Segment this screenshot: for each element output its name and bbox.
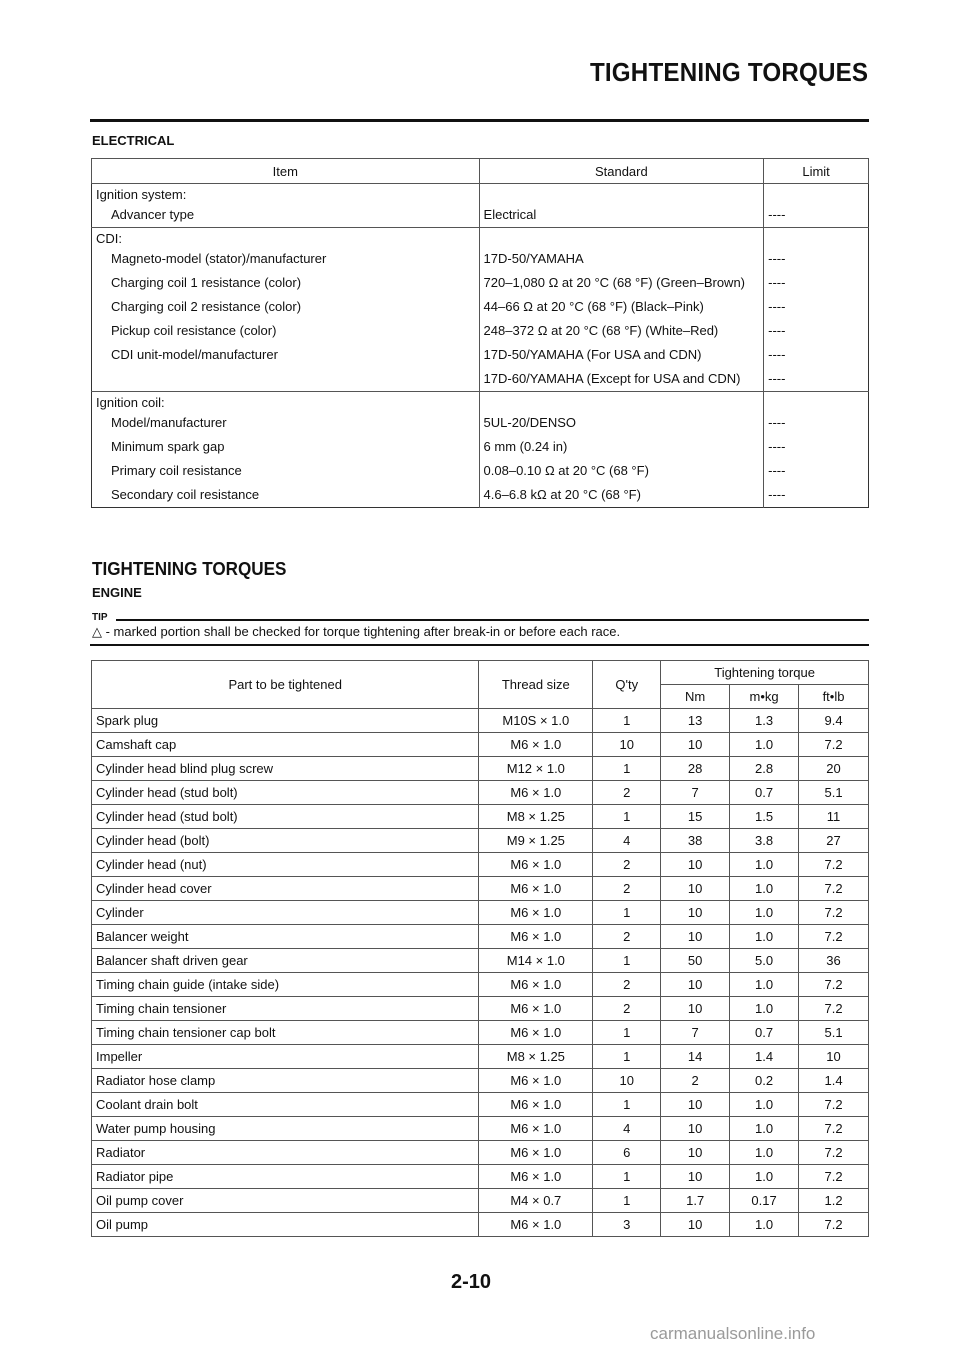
thread-size-cell: M6 × 1.0 [479, 1021, 593, 1045]
mkg-cell: 0.17 [730, 1189, 799, 1213]
ftlb-cell: 7.2 [799, 1093, 869, 1117]
part-cell: Coolant drain bolt [92, 1093, 479, 1117]
table-row [92, 949, 869, 973]
mkg-cell: 5.0 [730, 949, 799, 973]
mkg-cell: 0.7 [730, 781, 799, 805]
mkg-cell: 1.0 [730, 997, 799, 1021]
nm-cell: 10 [661, 925, 730, 949]
ftlb-cell: 7.2 [799, 877, 869, 901]
part-cell: Oil pump [92, 1213, 479, 1237]
qty-cell: 1 [593, 757, 661, 781]
ftlb-cell: 7.2 [799, 1165, 869, 1189]
qty-cell: 2 [593, 781, 661, 805]
column-header-nm: Nm [661, 685, 730, 709]
nm-cell: 38 [661, 829, 730, 853]
thread-size-cell: M8 × 1.25 [479, 1045, 593, 1069]
mkg-cell: 1.5 [730, 805, 799, 829]
part-cell: Balancer shaft driven gear [92, 949, 479, 973]
table-row [92, 805, 869, 829]
mkg-cell: 3.8 [730, 829, 799, 853]
tip-note [92, 624, 620, 640]
column-header-qty: Q'ty [593, 661, 661, 709]
column-header-limit: Limit [764, 159, 869, 184]
ftlb-cell: 7.2 [799, 1213, 869, 1237]
item-cell: Secondary coil resistance [92, 483, 480, 508]
part-cell: Timing chain guide (intake side) [92, 973, 479, 997]
table-row [92, 997, 869, 1021]
limit-cell: ---- [768, 207, 786, 222]
part-cell: Cylinder head (stud bolt) [92, 805, 479, 829]
ftlb-cell: 7.2 [799, 925, 869, 949]
column-header-thread-size: Thread size [479, 661, 593, 709]
ftlb-cell: 20 [799, 757, 869, 781]
ftlb-cell: 7.2 [799, 853, 869, 877]
mkg-cell: 1.0 [730, 1093, 799, 1117]
column-header-tightening-torque: Tightening torque [661, 661, 869, 685]
standard-cell: Electrical [479, 203, 764, 228]
thread-size-cell: M8 × 1.25 [479, 805, 593, 829]
thread-size-cell: M6 × 1.0 [479, 733, 593, 757]
ftlb-cell: 11 [799, 805, 869, 829]
limit-cell: ---- [768, 487, 786, 502]
item-cell: Model/manufacturer [92, 411, 480, 435]
table-row [92, 1021, 869, 1045]
nm-cell: 10 [661, 1117, 730, 1141]
nm-cell: 10 [661, 1093, 730, 1117]
part-cell: Radiator [92, 1141, 479, 1165]
thread-size-cell: M10S × 1.0 [479, 709, 593, 733]
watermark: carmanualsonline.info [650, 1324, 816, 1343]
nm-cell: 7 [661, 1021, 730, 1045]
thread-size-cell: M6 × 1.0 [479, 1213, 593, 1237]
item-cell: CDI unit-model/manufacturer [92, 343, 480, 367]
page-number: 2-10 [451, 1271, 492, 1293]
limit-cell: ---- [768, 251, 786, 266]
ftlb-cell: 5.1 [799, 781, 869, 805]
mkg-cell: 1.0 [730, 1165, 799, 1189]
table-row [92, 271, 869, 295]
ftlb-cell: 1.4 [799, 1069, 869, 1093]
triangle-icon: △ [92, 624, 102, 639]
item-cell: Charging coil 1 resistance (color) [92, 271, 480, 295]
qty-cell: 1 [593, 901, 661, 925]
part-cell: Camshaft cap [92, 733, 479, 757]
nm-cell: 7 [661, 781, 730, 805]
table-row [92, 709, 869, 733]
thread-size-cell: M6 × 1.0 [479, 853, 593, 877]
limit-cell: ---- [768, 347, 786, 362]
table-row [92, 459, 869, 483]
nm-cell: 10 [661, 997, 730, 1021]
thread-size-cell: M6 × 1.0 [479, 1093, 593, 1117]
thread-size-cell: M6 × 1.0 [479, 877, 593, 901]
section-heading-engine: ENGINE [92, 585, 142, 600]
thread-size-cell: M6 × 1.0 [479, 1141, 593, 1165]
ftlb-cell: 7.2 [799, 1117, 869, 1141]
item-cell: Primary coil resistance [92, 459, 480, 483]
mkg-cell: 1.3 [730, 709, 799, 733]
thread-size-cell: M6 × 1.0 [479, 1117, 593, 1141]
limit-cell: ---- [768, 275, 786, 290]
limit-cell: ---- [768, 439, 786, 454]
table-row [92, 925, 869, 949]
ftlb-cell: 10 [799, 1045, 869, 1069]
part-cell: Spark plug [92, 709, 479, 733]
mkg-cell: 1.0 [730, 853, 799, 877]
tip-text: - marked portion shall be checked for torque tightening after break-in or before each race. [102, 624, 621, 639]
ftlb-cell: 9.4 [799, 709, 869, 733]
ftlb-cell: 7.2 [799, 997, 869, 1021]
mkg-cell: 1.0 [730, 877, 799, 901]
thread-size-cell: M6 × 1.0 [479, 925, 593, 949]
standard-cell: 720–1,080 Ω at 20 °C (68 °F) (Green–Brown) [479, 271, 764, 295]
part-cell: Cylinder [92, 901, 479, 925]
part-cell: Water pump housing [92, 1117, 479, 1141]
part-cell: Oil pump cover [92, 1189, 479, 1213]
qty-cell: 1 [593, 1045, 661, 1069]
qty-cell: 4 [593, 829, 661, 853]
part-cell: Cylinder head blind plug screw [92, 757, 479, 781]
standard-cell: 17D-60/YAMAHA (Except for USA and CDN) [479, 367, 764, 392]
nm-cell: 50 [661, 949, 730, 973]
nm-cell: 10 [661, 1165, 730, 1189]
mkg-cell: 1.0 [730, 973, 799, 997]
table-row [92, 203, 869, 228]
item-cell: Charging coil 2 resistance (color) [92, 295, 480, 319]
ftlb-cell: 27 [799, 829, 869, 853]
table-row [92, 367, 869, 392]
section-heading-electrical: ELECTRICAL [92, 133, 175, 148]
part-cell: Impeller [92, 1045, 479, 1069]
qty-cell: 2 [593, 997, 661, 1021]
engine-torque-table [91, 660, 869, 1237]
table-row [92, 1117, 869, 1141]
table-row [92, 411, 869, 435]
ftlb-cell: 7.2 [799, 973, 869, 997]
qty-cell: 3 [593, 1213, 661, 1237]
standard-cell: 248–372 Ω at 20 °C (68 °F) (White–Red) [479, 319, 764, 343]
item-cell: Advancer type [92, 203, 480, 228]
table-row [92, 733, 869, 757]
qty-cell: 1 [593, 805, 661, 829]
thread-size-cell: M9 × 1.25 [479, 829, 593, 853]
nm-cell: 2 [661, 1069, 730, 1093]
ftlb-cell: 36 [799, 949, 869, 973]
qty-cell: 6 [593, 1141, 661, 1165]
ftlb-cell: 7.2 [799, 901, 869, 925]
electrical-spec-table [91, 158, 869, 508]
part-cell: Timing chain tensioner cap bolt [92, 1021, 479, 1045]
ftlb-cell: 7.2 [799, 733, 869, 757]
nm-cell: 1.7 [661, 1189, 730, 1213]
column-header-mkg: m•kg [730, 685, 799, 709]
mkg-cell: 1.0 [730, 1213, 799, 1237]
table-row [92, 1165, 869, 1189]
column-header-ftlb: ft•lb [799, 685, 869, 709]
mkg-cell: 1.0 [730, 925, 799, 949]
part-cell: Cylinder head (nut) [92, 853, 479, 877]
part-cell: Radiator hose clamp [92, 1069, 479, 1093]
part-cell: Timing chain tensioner [92, 997, 479, 1021]
qty-cell: 1 [593, 1021, 661, 1045]
part-cell: Balancer weight [92, 925, 479, 949]
table-row [92, 1069, 869, 1093]
limit-cell: ---- [768, 463, 786, 478]
standard-cell: 4.6–6.8 kΩ at 20 °C (68 °F) [479, 483, 764, 508]
title-divider [90, 119, 869, 122]
item-cell: Magneto-model (stator)/manufacturer [92, 247, 480, 271]
table-row [92, 435, 869, 459]
part-cell: Cylinder head (stud bolt) [92, 781, 479, 805]
group-header-row [92, 392, 869, 412]
thread-size-cell: M12 × 1.0 [479, 757, 593, 781]
limit-cell: ---- [768, 323, 786, 338]
table-row [92, 483, 869, 508]
mkg-cell: 1.0 [730, 733, 799, 757]
tip-divider-bottom [90, 644, 869, 646]
limit-cell: ---- [768, 371, 786, 386]
thread-size-cell: M6 × 1.0 [479, 1069, 593, 1093]
group-title: Ignition system: [92, 184, 480, 204]
column-header-part: Part to be tightened [92, 661, 479, 709]
table-row [92, 757, 869, 781]
table-row [92, 853, 869, 877]
table-row [92, 829, 869, 853]
item-cell: Pickup coil resistance (color) [92, 319, 480, 343]
standard-cell: 17D-50/YAMAHA (For USA and CDN) [479, 343, 764, 367]
table-row [92, 247, 869, 271]
table-row [92, 319, 869, 343]
qty-cell: 2 [593, 877, 661, 901]
qty-cell: 10 [593, 1069, 661, 1093]
part-cell: Cylinder head (bolt) [92, 829, 479, 853]
standard-cell: 6 mm (0.24 in) [479, 435, 764, 459]
thread-size-cell: M6 × 1.0 [479, 973, 593, 997]
part-cell: Cylinder head cover [92, 877, 479, 901]
table-row [92, 877, 869, 901]
qty-cell: 1 [593, 1189, 661, 1213]
column-header-standard: Standard [479, 159, 764, 184]
thread-size-cell: M4 × 0.7 [479, 1189, 593, 1213]
nm-cell: 10 [661, 901, 730, 925]
qty-cell: 1 [593, 1093, 661, 1117]
thread-size-cell: M6 × 1.0 [479, 901, 593, 925]
qty-cell: 1 [593, 1165, 661, 1189]
tip-label: TIP [92, 612, 108, 623]
mkg-cell: 0.7 [730, 1021, 799, 1045]
table-row [92, 1213, 869, 1237]
thread-size-cell: M6 × 1.0 [479, 997, 593, 1021]
nm-cell: 15 [661, 805, 730, 829]
table-row [92, 901, 869, 925]
table-row [92, 1189, 869, 1213]
item-cell [92, 367, 480, 392]
mkg-cell: 1.0 [730, 901, 799, 925]
part-cell: Radiator pipe [92, 1165, 479, 1189]
group-header-row [92, 184, 869, 204]
mkg-cell: 1.0 [730, 1117, 799, 1141]
qty-cell: 1 [593, 709, 661, 733]
tip-divider-top [116, 619, 869, 621]
group-header-row [92, 228, 869, 248]
qty-cell: 2 [593, 853, 661, 877]
nm-cell: 10 [661, 877, 730, 901]
thread-size-cell: M14 × 1.0 [479, 949, 593, 973]
item-cell: Minimum spark gap [92, 435, 480, 459]
nm-cell: 28 [661, 757, 730, 781]
column-header-item: Item [92, 159, 480, 184]
nm-cell: 14 [661, 1045, 730, 1069]
table-row [92, 343, 869, 367]
section-heading-tightening-torques: TIGHTENING TORQUES [92, 559, 287, 579]
thread-size-cell: M6 × 1.0 [479, 1165, 593, 1189]
table-row [92, 973, 869, 997]
standard-cell: 0.08–0.10 Ω at 20 °C (68 °F) [479, 459, 764, 483]
limit-cell: ---- [768, 415, 786, 430]
mkg-cell: 1.0 [730, 1141, 799, 1165]
ftlb-cell: 1.2 [799, 1189, 869, 1213]
table-row [92, 1045, 869, 1069]
limit-cell: ---- [768, 299, 786, 314]
nm-cell: 10 [661, 1213, 730, 1237]
qty-cell: 1 [593, 949, 661, 973]
nm-cell: 10 [661, 853, 730, 877]
table-row [92, 295, 869, 319]
ftlb-cell: 5.1 [799, 1021, 869, 1045]
nm-cell: 10 [661, 1141, 730, 1165]
group-title: Ignition coil: [92, 392, 480, 412]
qty-cell: 10 [593, 733, 661, 757]
qty-cell: 4 [593, 1117, 661, 1141]
standard-cell: 5UL-20/DENSO [479, 411, 764, 435]
thread-size-cell: M6 × 1.0 [479, 781, 593, 805]
table-row [92, 781, 869, 805]
qty-cell: 2 [593, 925, 661, 949]
group-title: CDI: [92, 228, 480, 248]
mkg-cell: 2.8 [730, 757, 799, 781]
ftlb-cell: 7.2 [799, 1141, 869, 1165]
mkg-cell: 0.2 [730, 1069, 799, 1093]
standard-cell: 17D-50/YAMAHA [479, 247, 764, 271]
table-row [92, 1141, 869, 1165]
page-title: TIGHTENING TORQUES [589, 57, 868, 87]
standard-cell: 44–66 Ω at 20 °C (68 °F) (Black–Pink) [479, 295, 764, 319]
mkg-cell: 1.4 [730, 1045, 799, 1069]
nm-cell: 10 [661, 733, 730, 757]
qty-cell: 2 [593, 973, 661, 997]
table-row [92, 1093, 869, 1117]
nm-cell: 13 [661, 709, 730, 733]
nm-cell: 10 [661, 973, 730, 997]
